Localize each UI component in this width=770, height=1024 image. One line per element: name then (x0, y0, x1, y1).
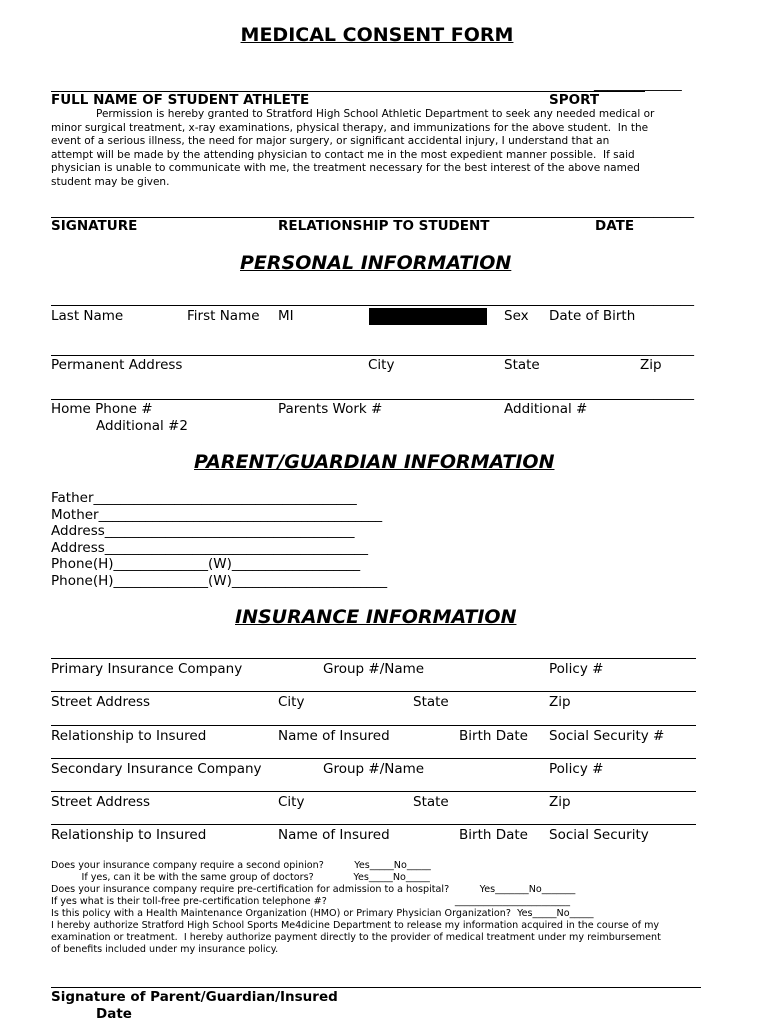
relationship-insured-label: Relationship to Insured (51, 728, 207, 744)
consent-text-line: minor surgical treatment, x-ray examinations, physical therapy, and immunizations for the above student. In the (51, 122, 649, 134)
relationship-insured-label: Relationship to Insured (51, 827, 207, 843)
page-title: MEDICAL CONSENT FORM (240, 24, 514, 46)
additional-label: Additional # (504, 401, 588, 417)
relationship-label: RELATIONSHIP TO STUDENT (278, 218, 490, 234)
birth-date-label: Birth Date (459, 728, 528, 744)
question-same-group: If yes, can it be with the same group of doctors? Yes_____No_____ (51, 872, 430, 883)
insurance-line[interactable] (51, 658, 696, 659)
parent-signature-label: Signature of Parent/Guardian/Insured (51, 989, 338, 1005)
insurance-line[interactable] (51, 725, 696, 726)
permanent-address-label: Permanent Address (51, 357, 183, 373)
authorization-text: I hereby authorize Stratford High School Sports Me4dicine Department to release my information acquired in the course of my (51, 920, 660, 931)
city-label: City (278, 794, 305, 810)
personal-line-1[interactable] (51, 305, 640, 306)
parent-info-heading: PARENT/GUARDIAN INFORMATION (194, 451, 555, 473)
insurance-info-heading: INSURANCE INFORMATION (235, 606, 517, 628)
group-name-label: Group #/Name (323, 661, 425, 677)
personal-info-heading: PERSONAL INFORMATION (240, 252, 512, 274)
parents-work-label: Parents Work # (278, 401, 383, 417)
secondary-company-label: Secondary Insurance Company (51, 761, 262, 777)
student-name-label: FULL NAME OF STUDENT ATHLETE (51, 92, 310, 108)
address-field[interactable]: Address_______________________________________ (51, 540, 369, 556)
authorization-text: of benefits included under my insurance policy. (51, 944, 279, 955)
sport-label: SPORT (549, 92, 600, 108)
group-name-label: Group #/Name (323, 761, 425, 777)
phone-field[interactable]: Phone(H)______________(W)_______________________ (51, 573, 388, 589)
first-name-label: First Name (187, 308, 260, 324)
insurance-line[interactable] (51, 691, 696, 692)
primary-company-label: Primary Insurance Company (51, 661, 243, 677)
mother-field[interactable]: Mother__________________________________________ (51, 507, 383, 523)
zip-label: Zip (549, 694, 571, 710)
home-phone-label: Home Phone # (51, 401, 153, 417)
city-label: City (368, 357, 395, 373)
name-insured-label: Name of Insured (278, 827, 390, 843)
consent-text-line: attempt will be made by the attending physician to contact me in the most expedient manner possible. If said (51, 149, 635, 161)
insurance-line[interactable] (51, 791, 696, 792)
street-label: Street Address (51, 694, 151, 710)
last-name-label: Last Name (51, 308, 124, 324)
signature-label: SIGNATURE (51, 218, 138, 234)
question-precertification: Does your insurance company require pre-certification for admission to a hospital? Yes_______No_______ (51, 884, 576, 895)
zip-blank[interactable]: ________ (640, 341, 694, 357)
zip-label: Zip (640, 357, 662, 373)
mi-label: MI (278, 308, 294, 324)
phone-field[interactable]: Phone(H)______________(W)___________________ (51, 556, 361, 572)
consent-text-line: Permission is hereby granted to Stratford High School Athletic Department to seek any needed medical or (96, 108, 655, 120)
question-hmo: Is this policy with a Health Maintenance Organization (HMO) or Primary Physician Organization? Yes_____No_____ (51, 908, 594, 919)
father-field[interactable]: Father_______________________________________ (51, 490, 357, 506)
zip-label: Zip (549, 794, 571, 810)
dob-label: Date of Birth (549, 308, 636, 324)
phone-line[interactable] (51, 399, 640, 400)
insurance-line[interactable] (51, 758, 696, 759)
address-field[interactable]: Address_____________________________________ (51, 523, 355, 539)
policy-label: Policy # (549, 761, 604, 777)
state-label: State (413, 694, 449, 710)
ssn-label: Social Security (549, 827, 649, 843)
consent-text-line: physician is unable to communicate with me, the treatment necessary for the best interest of the above named (51, 162, 640, 174)
question-second-opinion: Does your insurance company require a second opinion? Yes_____No_____ (51, 860, 431, 871)
policy-label: Policy # (549, 661, 604, 677)
birth-date-label: Birth Date (459, 827, 528, 843)
dob-blank[interactable]: ________ (640, 291, 694, 307)
parent-date-label: Date (96, 1006, 132, 1022)
date-label: DATE (595, 218, 635, 234)
ssn-label: Social Security # (549, 728, 665, 744)
sex-label: Sex (504, 308, 529, 324)
name-insured-label: Name of Insured (278, 728, 390, 744)
city-label: City (278, 694, 305, 710)
street-label: Street Address (51, 794, 151, 810)
consent-text-line: student may be given. (51, 176, 170, 188)
authorization-text: examination or treatment. I hereby authorize payment directly to the provider of medical treatment under my reimbursement (51, 932, 661, 943)
state-label: State (504, 357, 540, 373)
question-telephone: If yes what is their toll-free pre-certification telephone #? ________________________ (51, 896, 571, 907)
state-label: State (413, 794, 449, 810)
additional-blank[interactable]: ________ (640, 385, 694, 401)
parent-signature-line[interactable] (51, 987, 701, 988)
date-blank[interactable]: ________ (640, 203, 694, 219)
insurance-line[interactable] (51, 824, 696, 825)
address-line[interactable] (51, 355, 640, 356)
additional2-label: Additional #2 (96, 418, 188, 434)
consent-text-line: event of a serious illness, the need for major surgery, or significant accidental injury, I understand that an (51, 135, 610, 147)
redaction-bar (369, 308, 487, 325)
sport-blank[interactable]: _____________ (594, 76, 682, 92)
